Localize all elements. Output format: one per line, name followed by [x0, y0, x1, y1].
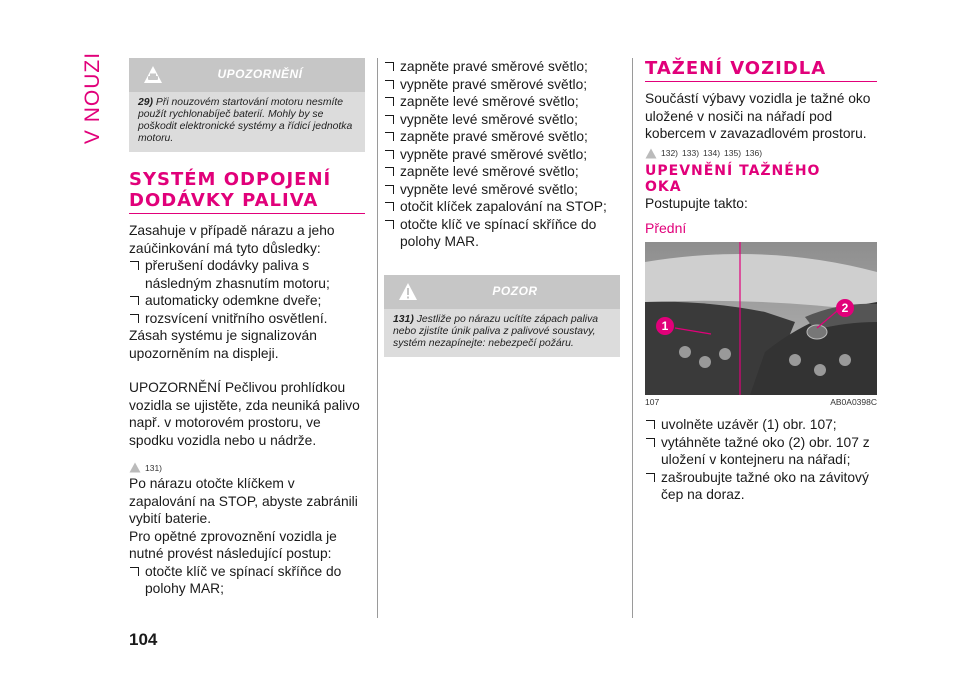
- pozor-box-body: [384, 309, 620, 357]
- column-1: [129, 58, 365, 598]
- front-label: Přední: [645, 220, 687, 236]
- reference-label: 135): [724, 148, 742, 158]
- intro-paragraph: Zasahuje v případě nárazu a jeho zaúčinkování má tyto důsledky:: [129, 223, 335, 256]
- reference-label: 136): [745, 148, 763, 158]
- warning-ref: 29): [138, 97, 154, 108]
- figure-caption: [645, 397, 877, 407]
- warning-box-body: [129, 92, 365, 152]
- reference-label: 133): [682, 148, 700, 158]
- subheading-line-2: OKA: [645, 178, 682, 195]
- effect-item: automaticky odemkne dveře;: [129, 292, 365, 310]
- procedure-step: vytáhněte tažné oko (2) obr. 107 z uložení v kontejneru na nářadí;: [645, 434, 877, 469]
- tow-eye-cover-illustration: [645, 242, 877, 395]
- procedure-step: vypněte levé směrové světlo;: [384, 181, 620, 199]
- section-side-tab: V NOUZI: [81, 51, 104, 145]
- pozor-box-title: POZOR: [492, 283, 538, 298]
- signal-paragraph: Zásah systému je signalizován upozorněním na displeji.: [129, 328, 317, 361]
- procedure-step: zašroubujte tažné oko na závitový čep na doraz.: [645, 469, 877, 504]
- restore-paragraph: Pro opětné zprovoznění vozidla je nutné provést následující postup:: [129, 528, 337, 561]
- procedure-step: zapněte levé směrové světlo;: [384, 93, 620, 111]
- reference-row: [645, 148, 877, 159]
- warning-text: Při nouzovém startování motoru nesmíte použít rychlonabíječ baterií. Mohly by se poškodit elektronické systémy a řídicí jednotka motoru.: [138, 97, 353, 144]
- pozor-box-header: [384, 275, 620, 309]
- heading-rule: [645, 81, 877, 82]
- procedure-intro: Postupujte takto:: [645, 195, 748, 211]
- procedure-step: vypněte levé směrové světlo;: [384, 111, 620, 129]
- effect-item: rozsvícení vnitřního osvětlení.: [129, 310, 365, 328]
- reference-row: [129, 462, 365, 473]
- callout-1: 1: [661, 319, 669, 333]
- figure-code: AB0A0398C: [830, 397, 877, 407]
- procedure-step: otočte klíč ve spínací skříňce do polohy MAR.: [384, 216, 620, 251]
- subheading-tow-eye: [645, 163, 877, 195]
- procedure-step: uvolněte uzávěr (1) obr. 107;: [645, 416, 877, 434]
- procedure-step: otočit klíček zapalování na STOP;: [384, 198, 620, 216]
- pozor-text: Jestliže po nárazu ucítíte zápach paliva nebo zjistíte únik paliva z palivové soustavy, systém nezapínejte: nebezpečí požáru.: [393, 313, 599, 349]
- column-2: [384, 58, 620, 357]
- procedure-step: vypněte pravé směrové světlo;: [384, 76, 620, 94]
- column-divider: [632, 58, 633, 618]
- figure-number: 107: [645, 397, 660, 407]
- reference-label: 132): [661, 148, 679, 158]
- reference-label: 134): [703, 148, 721, 158]
- procedure-step: otočte klíč ve spínací skříňce do polohy MAR;: [129, 563, 365, 598]
- towing-intro: Součástí výbavy vozidla je tažné oko uložené v nosiči na nářadí pod kobercem v zavazadlovém prostoru.: [645, 91, 871, 141]
- figure-107-photo: [645, 242, 877, 395]
- page-number: 104: [129, 630, 158, 649]
- column-3: [645, 58, 877, 504]
- pozor-box: [384, 275, 620, 357]
- heading-rule: [129, 213, 365, 214]
- column-divider: [377, 58, 378, 618]
- heading-line-1: SYSTÉM ODPOJENÍ: [129, 169, 332, 190]
- subheading-line-1: UPEVNĚNÍ TAŽNÉHO: [645, 162, 821, 179]
- effect-item: přerušení dodávky paliva s následným zhasnutím motoru;: [129, 257, 365, 292]
- heading-towing: TAŽENÍ VOZIDLA: [645, 58, 827, 79]
- procedure-step: vypněte pravé směrové světlo;: [384, 146, 620, 164]
- pozor-ref: 131): [393, 313, 414, 325]
- warning-triangle-icon: [129, 462, 141, 473]
- warning-box-header: [129, 58, 365, 92]
- procedure-step: zapněte levé směrové světlo;: [384, 163, 620, 181]
- after-crash-paragraph: Po nárazu otočte klíčkem v zapalování na STOP, abyste zabránili vybití baterie.: [129, 476, 358, 526]
- reference-label: 131): [145, 462, 163, 473]
- section-heading-towing: [645, 58, 877, 82]
- inspection-paragraph: UPOZORNĚNÍ Pečlivou prohlídkou vozidla se ujistěte, zda neuniká palivo např. v motorovém prostoru, ve spodku vozidla nebo u nádrže.: [129, 380, 360, 448]
- warning-triangle-icon: [645, 148, 657, 159]
- warning-box: [129, 58, 365, 152]
- procedure-step: zapněte pravé směrové světlo;: [384, 128, 620, 146]
- section-heading-fuel-cutoff: [129, 169, 365, 214]
- warning-box-title: UPOZORNĚNÍ: [217, 67, 303, 81]
- callout-2: 2: [841, 301, 849, 315]
- procedure-step: zapněte pravé směrové světlo;: [384, 58, 620, 76]
- heading-line-2: DODÁVKY PALIVA: [129, 190, 319, 211]
